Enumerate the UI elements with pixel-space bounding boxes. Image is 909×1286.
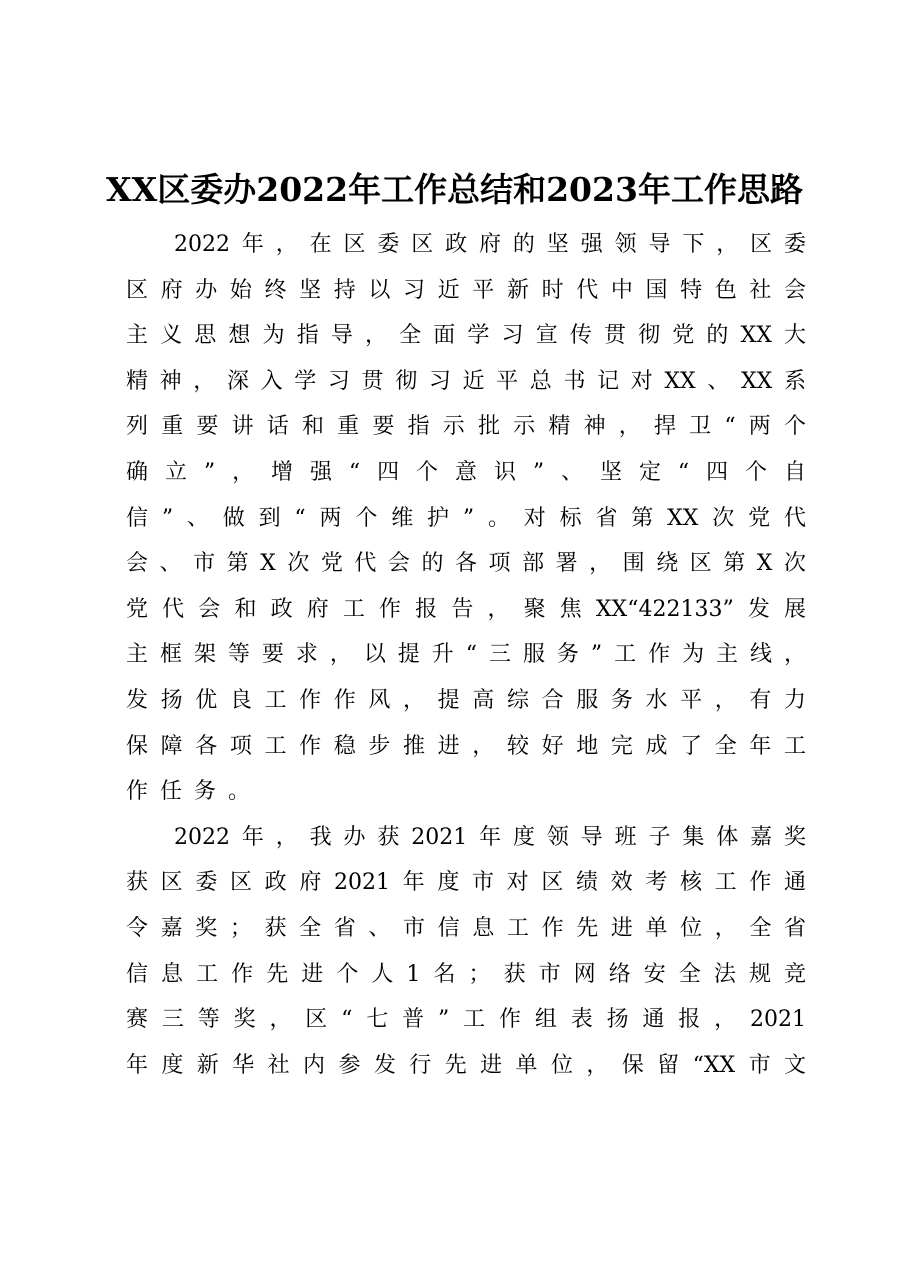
paragraph-1-line: 主​框​架​等​要​求​，​以​提​升​“​三​服​务​”​工​作​为​主​线​， (126, 642, 806, 668)
paragraph-1-line: 精​神​，​深​入​学​习​贯​彻​习​近​平​总​书​记​对​X​X​、​X​X​系 (126, 368, 806, 394)
paragraph-1-line: 确​立​”​，​增​强​“​四​个​意​识​”​、​坚​定​“​四​个​自 (126, 459, 806, 485)
paragraph-1-line: 列​重​要​讲​话​和​重​要​指​示​批​示​精​神​，​捍​卫​“​两​个 (126, 414, 806, 440)
document-title: XX区委办2022年工作总结和2023年工作思路 (106, 170, 803, 209)
paragraph-2-line: 获​区​委​区​政​府​2​0​2​1​年​度​市​对​区​绩​效​考​核​工​作​通 (126, 870, 806, 896)
paragraph-2-line: 赛​三​等​奖​，​区​“​七​普​”​工​作​组​表​扬​通​报​，​2​0​2​1 (126, 1007, 806, 1033)
paragraph-2-line: 2​0​2​2​年​，​我​办​获​2​0​2​1​年​度​领​导​班​子​集​体​嘉​奖 (174, 824, 806, 850)
paragraph-1-line: 党​代​会​和​政​府​工​作​报​告​，​聚​焦​X​X​“​4​2​2​1​3​3​”​发​展 (126, 596, 806, 622)
paragraph-1-line: 2​0​2​2​年​，​在​区​委​区​政​府​的​坚​强​领​导​下​，​区​委 (174, 232, 806, 257)
document-body (126, 222, 806, 1088)
paragraph-1-line: 会​、​市​第​X​次​党​代​会​的​各​项​部​署​，​围​绕​区​第​X​次 (126, 551, 806, 577)
paragraph-2-line: 令​嘉​奖​；​获​全​省​、​市​信​息​工​作​先​进​单​位​，​全​省 (126, 915, 806, 941)
paragraph-1-line: 发​扬​优​良​工​作​作​风​，​提​高​综​合​服​务​水​平​，​有​力 (126, 687, 806, 713)
paragraph-1-line: 区​府​办​始​终​坚​持​以​习​近​平​新​时​代​中​国​特​色​社​会 (126, 277, 806, 303)
paragraph-2-line: 信​息​工​作​先​进​个​人​1​名​；​获​市​网​络​安​全​法​规​竞 (126, 961, 806, 987)
paragraph-2-line: 年​度​新​华​社​内​参​发​行​先​进​单​位​，​保​留​“​X​X​市​文 (126, 1052, 806, 1078)
paragraph-1-line: 信​”​、​做​到​“​两​个​维​护​”​。​对​标​省​第​X​X​次​党​代 (126, 505, 806, 531)
paragraph-1-line: 主​义​思​想​为​指​导​，​全​面​学​习​宣​传​贯​彻​党​的​X​X​大 (126, 323, 806, 349)
paragraph-1-line: 作任务。 (126, 779, 263, 805)
paragraph-1-line: 保​障​各​项​工​作​稳​步​推​进​，​较​好​地​完​成​了​全​年​工 (126, 733, 806, 759)
